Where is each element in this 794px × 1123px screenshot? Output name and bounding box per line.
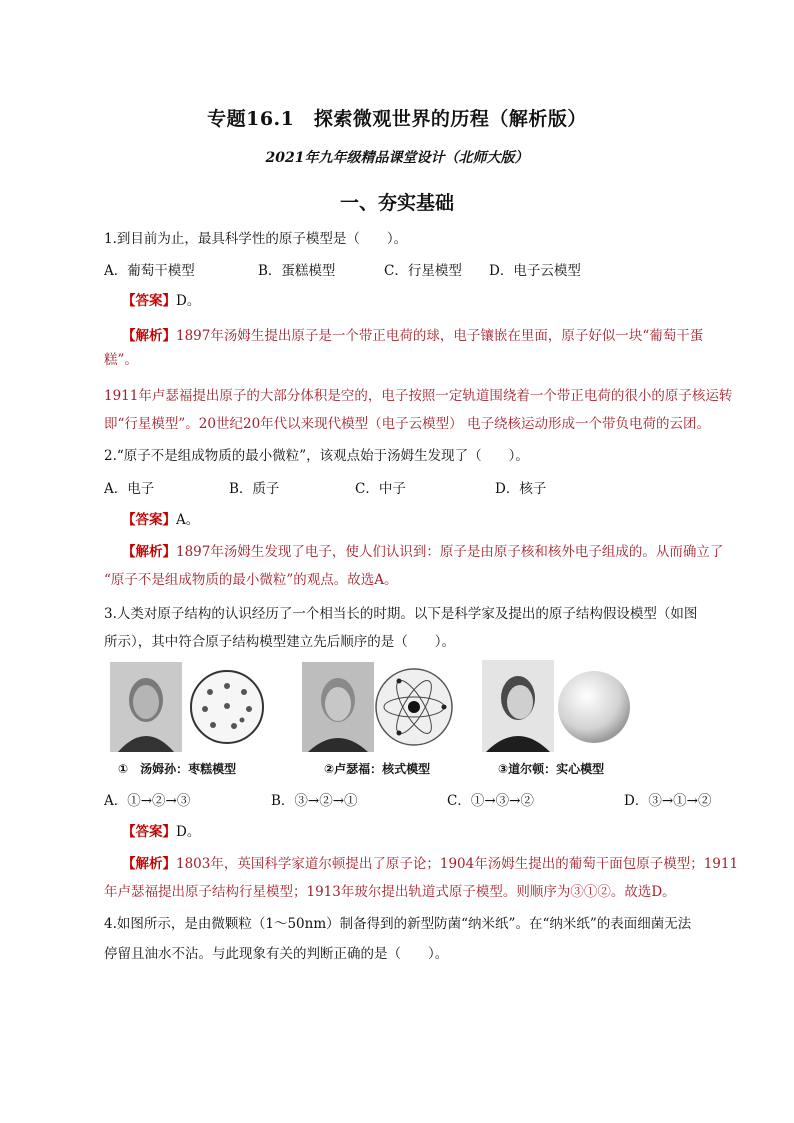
q1-analysis-line-1: 【解析】1897年汤姆生提出原子是一个带正电荷的球，电子镶嵌在里面，原子好似一块“葡萄干蛋 (122, 328, 704, 344)
page-title: 专题16.1 探索微观世界的历程（解析版） (207, 108, 587, 130)
q3-stem-line-2: 所示），其中符合原子结构模型建立先后顺序的是（ ）。 (104, 634, 455, 650)
q3-stem-line-1: 3.人类对原子结构的认识经历了一个相当长的时期。以下是科学家及提出的原子结构假设模型（如图 (104, 606, 698, 622)
caption-thomson: ① 汤姆孙：枣糕模型 (118, 762, 237, 776)
q1-option-c: C．行星模型 (384, 263, 462, 279)
thomson-figure (110, 662, 268, 754)
answer-tag: 【答案】 (122, 293, 176, 309)
page-subtitle: 2021年九年级精品课堂设计（北师大版） (265, 150, 529, 166)
answer-tag: 【答案】 (122, 824, 176, 840)
q1-analysis-line-2: 糕”。 (104, 352, 138, 368)
analysis-tag: 【解析】 (122, 856, 176, 872)
q2-analysis-line-1: 【解析】1897年汤姆生发现了电子，使人们认识到：原子是由原子核和核外电子组成的。从而确立了 (122, 544, 724, 560)
q4-stem-line-2: 停留且油水不沾。与此现象有关的判断正确的是（ ）。 (104, 946, 449, 962)
q2-option-b: B．质子 (229, 481, 280, 497)
dalton-figure (482, 660, 632, 754)
solid-sphere-model (558, 671, 630, 743)
q2-answer (122, 508, 199, 528)
q3-analysis-line-1: 【解析】1803年，英国科学家道尔顿提出了原子论；1904年汤姆生提出的葡萄干面包原子模型；1911 (122, 856, 739, 872)
caption-dalton: ③道尔顿：实心模型 (498, 762, 605, 776)
q2-option-c: C．中子 (355, 481, 406, 497)
q1-option-d: D．电子云模型 (489, 263, 581, 279)
analysis-tag: 【解析】 (122, 544, 176, 560)
q3-option-b: B．③→②→① (271, 793, 358, 809)
caption-rutherford: ②卢瑟福：核式模型 (324, 762, 431, 776)
nucleus (408, 701, 420, 713)
q2-option-a: A．电子 (104, 481, 155, 497)
q3-option-a: A．①→②→③ (104, 793, 191, 809)
q2-option-d: D．核子 (495, 481, 547, 497)
analysis-tag: 【解析】 (122, 328, 176, 344)
q1-option-a: A．葡萄干模型 (104, 263, 195, 279)
q3-analysis-line-2: 年卢瑟福提出原子结构行星模型；1913年玻尔提出轨道式原子模型。则顺序为③①②。故选D。 (104, 884, 676, 900)
answer-value: A。 (176, 512, 200, 528)
q1-stem: 1.到目前为止，最具科学性的原子模型是（ ）。 (104, 231, 408, 247)
q1-analysis-line-4: 即“行星模型”。20世纪20年代以来现代模型（电子云模型） 电子绕核运动形成一个带负电荷的云团。 (104, 416, 710, 432)
q3-option-d: D．③→①→② (624, 793, 712, 809)
q3-option-c: C．①→③→② (447, 793, 534, 809)
q2-analysis-line-2: “原子不是组成物质的最小微粒”的观点。故选A。 (104, 572, 398, 588)
q2-stem: 2.“原子不是组成物质的最小微粒”，该观点始于汤姆生发现了（ ）。 (104, 448, 529, 464)
q1-option-b: B．蛋糕模型 (258, 263, 336, 279)
answer-value: D。 (176, 824, 201, 840)
answer-value: D。 (176, 293, 201, 309)
answer-tag: 【答案】 (122, 512, 176, 528)
q1-analysis-line-3: 1911年卢瑟福提出原子的大部分体积是空的，电子按照一定轨道围绕着一个带正电荷的很小的原子核运转 (104, 388, 733, 404)
section-heading: 一、夯实基础 (339, 192, 454, 214)
q3-answer (122, 820, 200, 840)
q1-answer (122, 289, 200, 309)
rutherford-figure (302, 662, 454, 754)
q4-stem-line-1: 4.如图所示，是由微颗粒（1～50nm）制备得到的新型防菌“纳米纸”。在“纳米纸”的表面细菌无法 (104, 916, 692, 932)
